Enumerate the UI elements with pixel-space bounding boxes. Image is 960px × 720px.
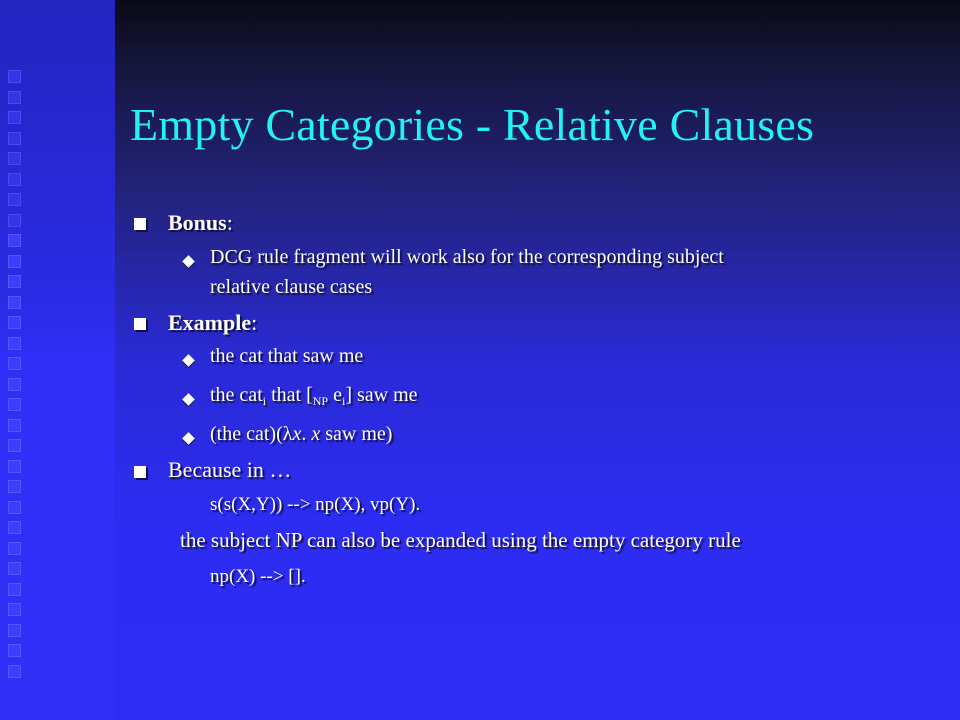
- decorative-square: [8, 480, 21, 493]
- c-dot: .: [301, 423, 312, 445]
- b-sub-np: NP: [312, 394, 329, 408]
- decorative-square: [8, 665, 21, 678]
- decorative-square: [8, 111, 21, 124]
- example-label: Example: [168, 310, 252, 335]
- bonus-line: [168, 210, 233, 236]
- decorative-square: [8, 70, 21, 83]
- b-cat: the cat: [210, 384, 263, 406]
- because-explanation: the subject NP can also be expanded using the empty category rule: [180, 528, 741, 552]
- bullet-square-icon: [134, 218, 146, 230]
- example-item-a: the cat that saw me: [210, 345, 364, 367]
- decorative-square: [8, 398, 21, 411]
- decorative-square: [8, 583, 21, 596]
- decorative-square: [8, 644, 21, 657]
- decorative-square: [8, 255, 21, 268]
- bonus-sub-line-2: relative clause cases: [210, 276, 373, 298]
- decorative-square: [8, 603, 21, 616]
- decorative-square: [8, 460, 21, 473]
- c-x: x: [292, 423, 302, 445]
- decorative-square: [8, 173, 21, 186]
- decorative-square: [8, 562, 21, 575]
- b-sub-i2: i: [341, 394, 346, 408]
- b-that: that [: [266, 384, 313, 406]
- decorative-square: [8, 501, 21, 514]
- decorative-square: [8, 357, 21, 370]
- decorative-square: [8, 234, 21, 247]
- b-sub-i: i: [262, 394, 267, 408]
- decorative-square: [8, 337, 21, 350]
- b-end: ] saw me: [345, 384, 418, 406]
- c-pre: (the cat)(: [210, 423, 283, 445]
- decorative-square: [8, 193, 21, 206]
- decorative-square: [8, 439, 21, 452]
- decorative-square: [8, 378, 21, 391]
- because-label: Because in …: [168, 457, 292, 482]
- decorative-square: [8, 316, 21, 329]
- bullet-square-icon: [134, 318, 146, 330]
- c-lambda: λ: [282, 423, 293, 445]
- example-item-b: [210, 384, 418, 409]
- bonus-label: Bonus: [168, 210, 227, 235]
- example-item-c: [210, 423, 392, 446]
- b-e: e: [328, 384, 342, 406]
- example-line: [168, 310, 257, 336]
- decorative-square: [8, 152, 21, 165]
- slide-title: Empty Categories - Relative Clauses: [130, 99, 815, 150]
- decorative-square: [8, 214, 21, 227]
- example-colon: :: [251, 310, 258, 335]
- decorative-square: [8, 521, 21, 534]
- decorative-square: [8, 275, 21, 288]
- c-x2: x: [311, 423, 321, 445]
- decorative-square: [8, 91, 21, 104]
- rule-np: np(X) --> [].: [210, 566, 306, 587]
- decorative-square: [8, 296, 21, 309]
- decorative-square: [8, 132, 21, 145]
- rule-s: s(s(X,Y)) --> np(X), vp(Y).: [210, 494, 421, 515]
- c-post: saw me): [320, 423, 393, 445]
- bonus-colon: :: [226, 210, 233, 235]
- decorative-square: [8, 542, 21, 555]
- bonus-sub-line-1: DCG rule fragment will work also for the corresponding subject: [210, 246, 724, 268]
- decorative-square: [8, 419, 21, 432]
- bullet-square-icon: [134, 466, 146, 478]
- decorative-square: [8, 624, 21, 637]
